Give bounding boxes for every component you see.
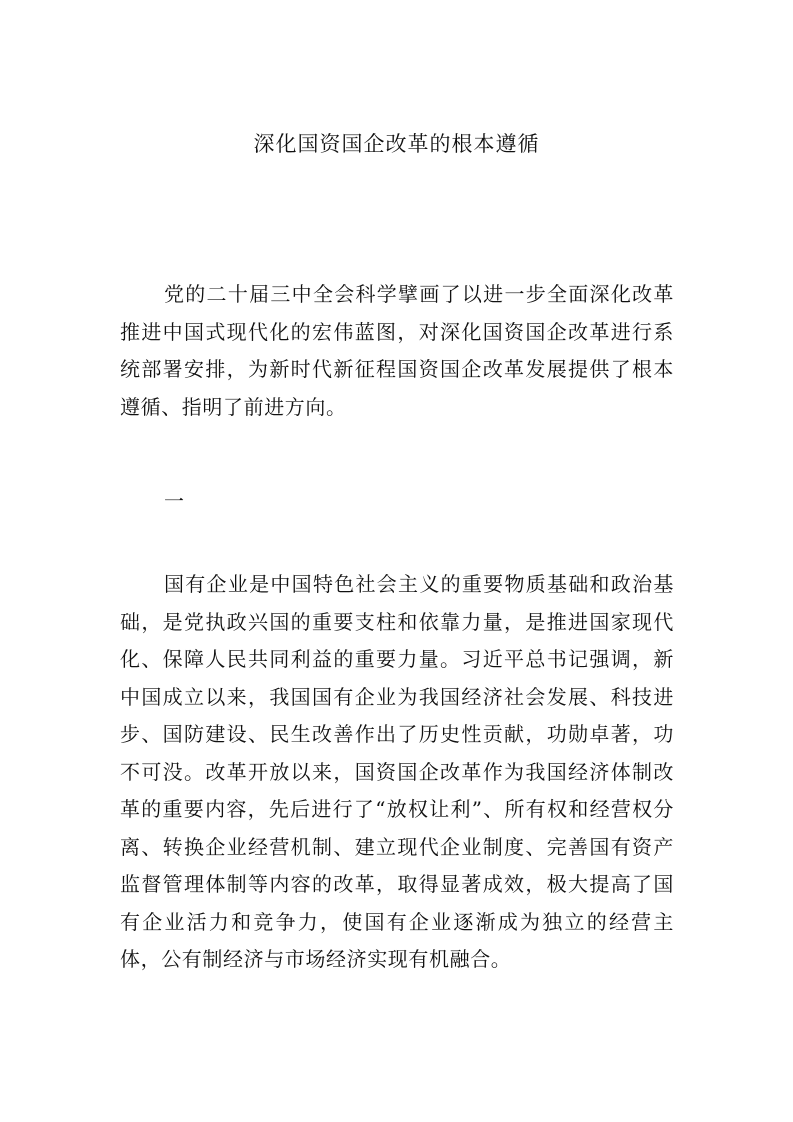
section-number: 一 <box>164 489 184 513</box>
intro-paragraph: 党的二十届三中全会科学擘画了以进一步全面深化改革推进中国式现代化的宏伟蓝图，对深化国资国企改革进行系统部署安排，为新时代新征程国资国企改革发展提供了根本遵循、指明了前进方向。 <box>120 282 674 419</box>
document-title: 深化国资国企改革的根本遵循 <box>253 132 540 156</box>
body-paragraph: 国有企业是中国特色社会主义的重要物质基础和政治基础，是党执政兴国的重要支柱和依靠力量，是推进国家现代化、保障人民共同利益的重要力量。习近平总书记强调，新中国成立以来，我国国有企业为我国经济社会发展、科技进步、国防建设、民生改善作出了历史性贡献，功勋卓著，功不可没。改革开放以来，国资国企改革作为我国经济体制改革的重要内容，先后进行了“放权让利”、所有权和经营权分离、转换企业经营机制、建立现代企业制度、完善国有资产监督管理体制等内容的改革，取得显著成效，极大提高了国有企业活力和竞争力，使国有企业逐渐成为独立的经营主体，公有制经济与市场经济实现有机融合。 <box>120 572 674 971</box>
